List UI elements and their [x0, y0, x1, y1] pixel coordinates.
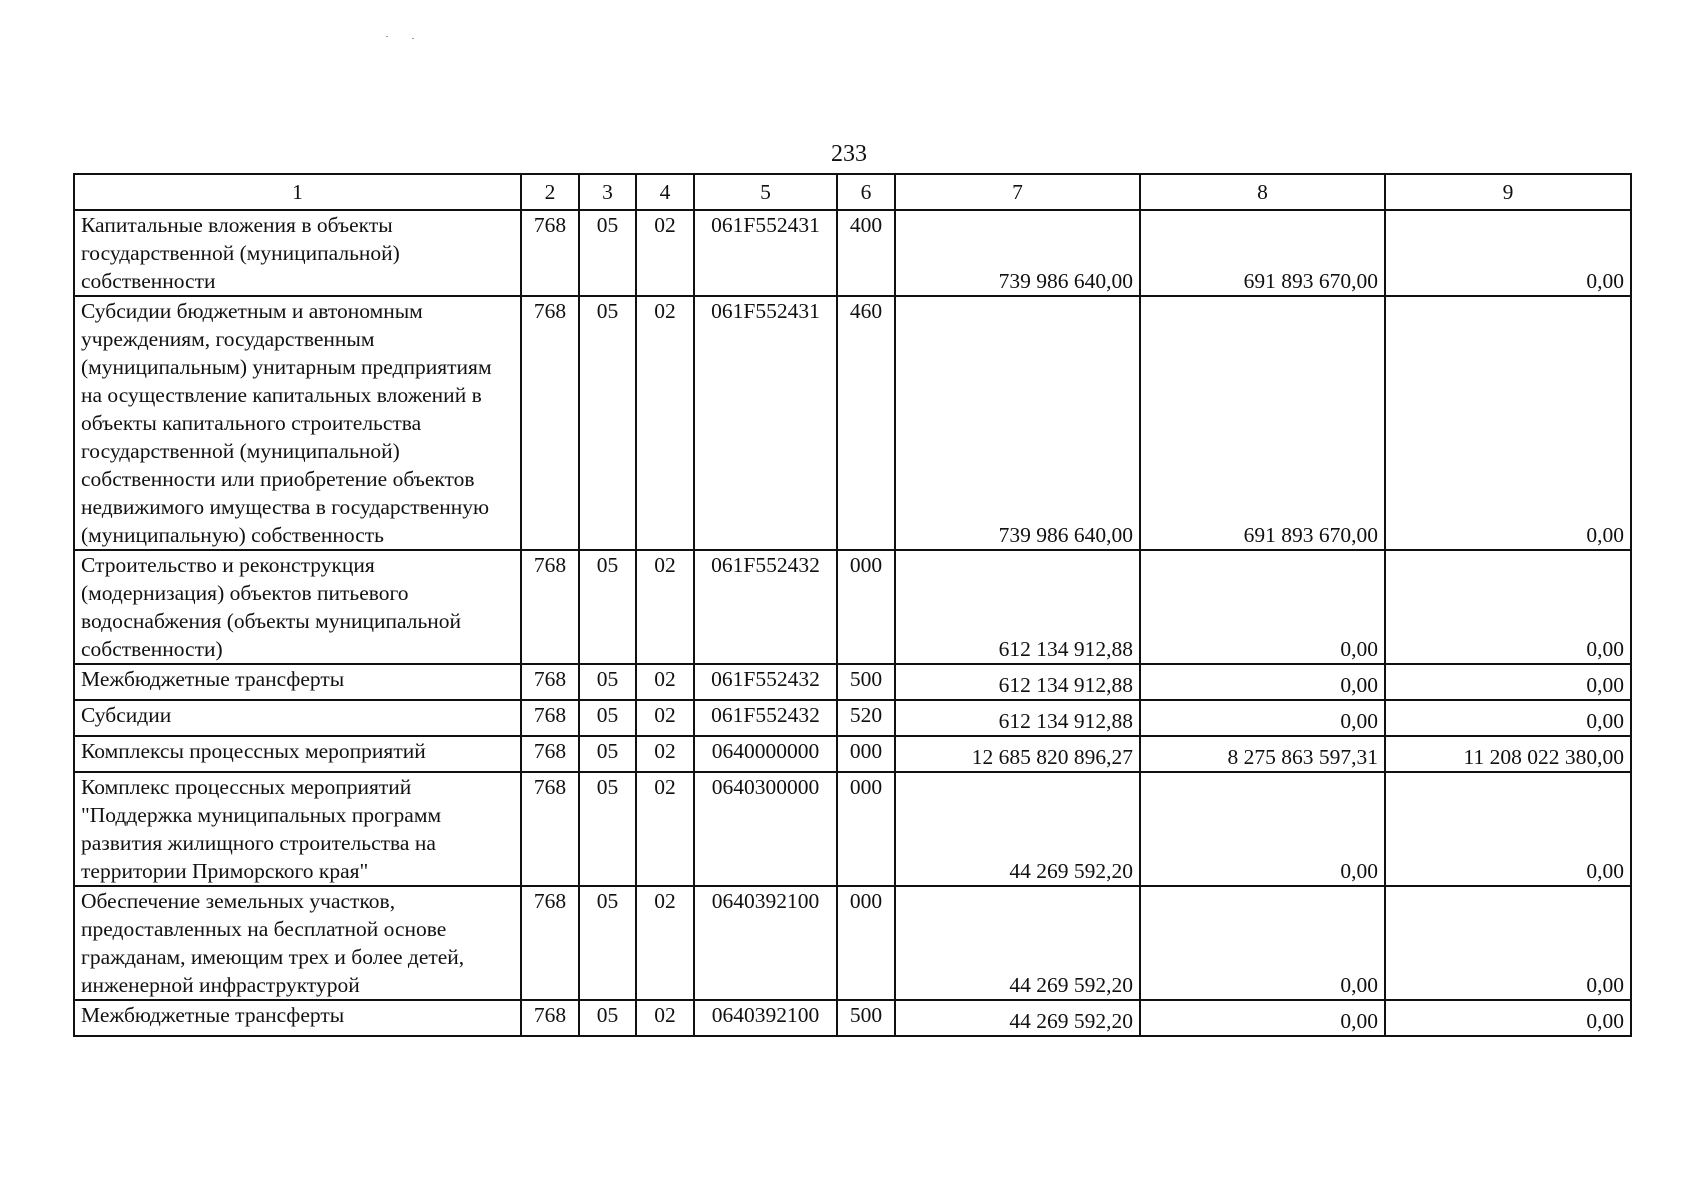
amount-col7: 739 986 640,00 [895, 296, 1140, 550]
table-row [74, 550, 1631, 664]
section-code: 05 [579, 772, 636, 886]
amount-col9: 0,00 [1385, 664, 1631, 700]
subsection-code: 02 [636, 1000, 694, 1036]
subsection-code: 02 [636, 664, 694, 700]
admin-code: 768 [521, 772, 579, 886]
row-name: Межбюджетные трансферты [74, 664, 521, 700]
target-article-code: 0640392100 [694, 886, 837, 1000]
row-name: Строительство и реконструкция (модернизация) объектов питьевого водоснабжения (объекты муниципальной собственности) [74, 550, 521, 664]
expense-type-code: 000 [837, 736, 895, 772]
column-header: 5 [694, 174, 837, 210]
admin-code: 768 [521, 550, 579, 664]
amount-col7: 612 134 912,88 [895, 700, 1140, 736]
admin-code: 768 [521, 296, 579, 550]
amount-col9: 11 208 022 380,00 [1385, 736, 1631, 772]
target-article-code: 0640300000 [694, 772, 837, 886]
subsection-code: 02 [636, 700, 694, 736]
expense-type-code: 500 [837, 1000, 895, 1036]
expense-type-code: 000 [837, 550, 895, 664]
header-row [74, 174, 1631, 210]
table-row [74, 700, 1631, 736]
table-row [74, 886, 1631, 1000]
target-article-code: 061F552431 [694, 210, 837, 296]
column-header: 2 [521, 174, 579, 210]
target-article-code: 0640392100 [694, 1000, 837, 1036]
column-header: 8 [1140, 174, 1385, 210]
amount-col9: 0,00 [1385, 772, 1631, 886]
target-article-code: 061F552432 [694, 550, 837, 664]
section-code: 05 [579, 736, 636, 772]
amount-col7: 612 134 912,88 [895, 664, 1140, 700]
amount-col9: 0,00 [1385, 886, 1631, 1000]
table-row [74, 210, 1631, 296]
row-name: Обеспечение земельных участков, предоставленных на бесплатной основе гражданам, имеющим трех и более детей, инженерной инфраструктурой [74, 886, 521, 1000]
amount-col8: 0,00 [1140, 700, 1385, 736]
target-article-code: 061F552431 [694, 296, 837, 550]
admin-code: 768 [521, 886, 579, 1000]
column-header: 6 [837, 174, 895, 210]
amount-col8: 8 275 863 597,31 [1140, 736, 1385, 772]
row-name: Комплексы процессных мероприятий [74, 736, 521, 772]
table-row [74, 1000, 1631, 1036]
row-name: Комплекс процессных мероприятий "Поддержка муниципальных программ развития жилищного строительства на территории Приморского края" [74, 772, 521, 886]
expense-type-code: 000 [837, 772, 895, 886]
expense-type-code: 500 [837, 664, 895, 700]
admin-code: 768 [521, 664, 579, 700]
column-header: 7 [895, 174, 1140, 210]
row-name: Субсидии бюджетным и автономным учреждениям, государственным (муниципальным) унитарным предприятиям на осуществление капитальных вложений в объекты капитального строительства государственной (муниципальной) собственности или приобретение объектов недвижимого имущества в государственную (муниципальную) собственность [74, 296, 521, 550]
page-number: 233 [831, 141, 867, 167]
section-code: 05 [579, 1000, 636, 1036]
subsection-code: 02 [636, 736, 694, 772]
expense-type-code: 460 [837, 296, 895, 550]
admin-code: 768 [521, 210, 579, 296]
row-name: Субсидии [74, 700, 521, 736]
table-row [74, 772, 1631, 886]
amount-col9: 0,00 [1385, 296, 1631, 550]
amount-col8: 0,00 [1140, 550, 1385, 664]
column-header: 9 [1385, 174, 1631, 210]
amount-col9: 0,00 [1385, 210, 1631, 296]
subsection-code: 02 [636, 550, 694, 664]
table-row [74, 296, 1631, 550]
section-code: 05 [579, 296, 636, 550]
amount-col7: 739 986 640,00 [895, 210, 1140, 296]
row-name: Капитальные вложения в объекты государственной (муниципальной) собственности [74, 210, 521, 296]
amount-col7: 12 685 820 896,27 [895, 736, 1140, 772]
column-header: 4 [636, 174, 694, 210]
table-row [74, 664, 1631, 700]
amount-col9: 0,00 [1385, 700, 1631, 736]
expense-type-code: 400 [837, 210, 895, 296]
amount-col9: 0,00 [1385, 550, 1631, 664]
section-code: 05 [579, 886, 636, 1000]
admin-code: 768 [521, 736, 579, 772]
expense-type-code: 000 [837, 886, 895, 1000]
scan-speck [412, 38, 414, 39]
subsection-code: 02 [636, 296, 694, 550]
subsection-code: 02 [636, 772, 694, 886]
amount-col8: 691 893 670,00 [1140, 210, 1385, 296]
column-header: 3 [579, 174, 636, 210]
amount-col8: 0,00 [1140, 664, 1385, 700]
admin-code: 768 [521, 1000, 579, 1036]
target-article-code: 061F552432 [694, 664, 837, 700]
subsection-code: 02 [636, 886, 694, 1000]
section-code: 05 [579, 210, 636, 296]
amount-col8: 691 893 670,00 [1140, 296, 1385, 550]
budget-table [73, 173, 1632, 1037]
amount-col7: 44 269 592,20 [895, 886, 1140, 1000]
subsection-code: 02 [636, 210, 694, 296]
amount-col7: 44 269 592,20 [895, 772, 1140, 886]
amount-col9: 0,00 [1385, 1000, 1631, 1036]
scan-speck [386, 36, 388, 37]
amount-col8: 0,00 [1140, 886, 1385, 1000]
amount-col7: 44 269 592,20 [895, 1000, 1140, 1036]
section-code: 05 [579, 550, 636, 664]
row-name: Межбюджетные трансферты [74, 1000, 521, 1036]
section-code: 05 [579, 700, 636, 736]
amount-col8: 0,00 [1140, 1000, 1385, 1036]
admin-code: 768 [521, 700, 579, 736]
amount-col7: 612 134 912,88 [895, 550, 1140, 664]
expense-type-code: 520 [837, 700, 895, 736]
amount-col8: 0,00 [1140, 772, 1385, 886]
section-code: 05 [579, 664, 636, 700]
target-article-code: 061F552432 [694, 700, 837, 736]
table-row [74, 736, 1631, 772]
column-header: 1 [74, 174, 521, 210]
target-article-code: 0640000000 [694, 736, 837, 772]
